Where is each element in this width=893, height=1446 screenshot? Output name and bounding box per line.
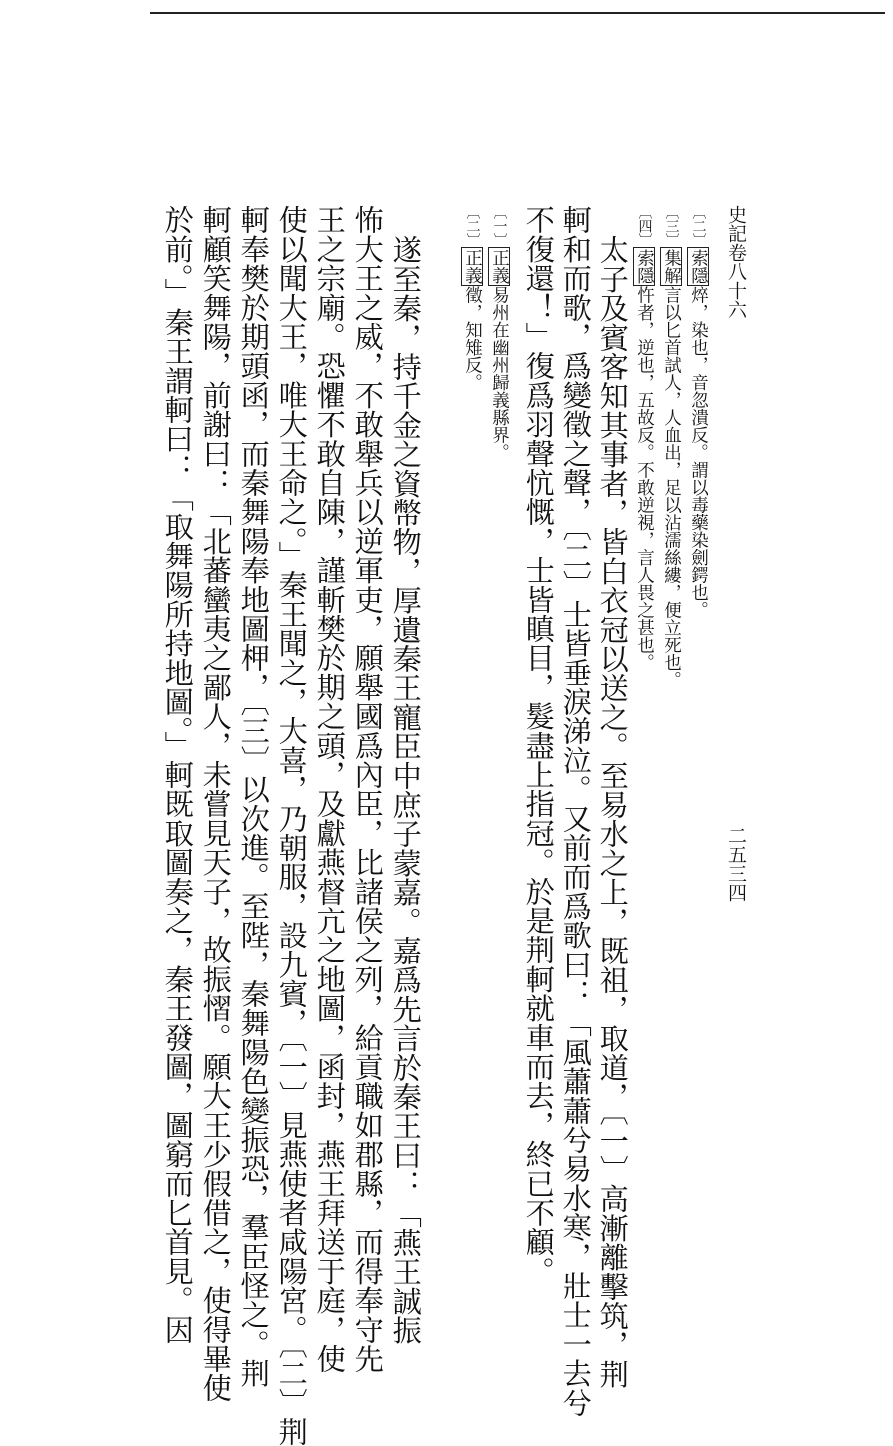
para1-line-2: 軻和而歌，爲變徵之聲，〔二〕士皆垂淚涕泣。又前而爲歌曰：「風蕭蕭兮易水寒，壯士一去兮 — [558, 205, 593, 1417]
note-text: 易州在幽州歸義縣界。 — [489, 286, 510, 461]
note-tag: 索隱 — [688, 249, 709, 284]
note-marker: 〔四〕 — [636, 205, 653, 247]
note-marker: 〔二〕 — [464, 205, 481, 247]
note-top-2 — [687, 205, 709, 619]
para2-line-3: 王之宗廟。恐懼不敢自陳，謹斬樊於期之頭，及獻燕督亢之地圖，函封，燕王拜送于庭，使 — [312, 205, 347, 1373]
note-marker: 〔一〕 — [491, 205, 508, 247]
top-rule — [150, 12, 885, 14]
para1-line-3: 不復還！」復爲羽聲忼慨，士皆瞋目，髮盡上指冠。於是荆軻就車而去，終已不顧。 — [521, 205, 556, 1286]
note-marker: 〔三〕 — [663, 205, 680, 247]
running-title: 史記卷八十六 — [725, 205, 747, 319]
para2-line-2: 怖大王之威，不敢舉兵以逆軍吏，願舉國爲內臣，比諸侯之列，給貢職如郡縣，而得奉守先 — [350, 205, 385, 1373]
para2-line-4: 使以聞大王，唯大王命之。」秦王聞之，大喜，乃朝服，設九賓，〔一〕見燕使者咸陽宮。〔二〕荆 — [274, 205, 309, 1446]
note-tag: 集解 — [661, 249, 682, 284]
note-text: 忤者，逆也，五故反。不敢逆視，言人畏之甚也。 — [634, 286, 655, 671]
para2-line-5: 軻奉樊於期頭函，而秦舞陽奉地圖柙，〔三〕以次進。至陛，秦舞陽色變振恐，羣臣怪之。荆 — [236, 205, 271, 1388]
note-text: 焠，染也，音忽潰反。謂以毒藥染劍鍔也。 — [688, 286, 709, 619]
note-tag: 正義 — [489, 249, 510, 284]
para2-line-6: 軻顧笑舞陽，前謝曰：「北蕃蠻夷之鄙人，未嘗見天子，故振慴。願大王少假借之，使得畢使 — [198, 205, 233, 1403]
note-top-4 — [633, 205, 655, 671]
note-top-3 — [660, 205, 682, 689]
para1-line-1: 太子及賓客知其事者，皆白衣冠以送之。至易水之上，既祖，取道，〔一〕高漸離擊筑，荆 — [595, 235, 630, 1389]
note-text: 徵，知雉反。 — [462, 286, 483, 391]
note-mid-2 — [461, 205, 483, 391]
note-text: 言以匕首試人，人血出，足以沾濡絲縷，便立死也。 — [661, 286, 682, 689]
note-tag: 索隱 — [634, 249, 655, 284]
para2-line-1: 遂至秦，持千金之資幣物，厚遺秦王寵臣中庶子蒙嘉。嘉爲先言於秦王曰：「燕王誠振 — [388, 235, 423, 1345]
note-mid-1 — [488, 205, 510, 461]
note-tag: 正義 — [462, 249, 483, 284]
para2-line-7: 於前。」秦王謂軻曰：「取舞陽所持地圖。」軻既取圖奏之，秦王發圖，圖窮而匕首見。因 — [160, 205, 195, 1344]
note-marker: 〔二〕 — [690, 205, 707, 247]
page-number: 二五三四 — [725, 826, 747, 902]
